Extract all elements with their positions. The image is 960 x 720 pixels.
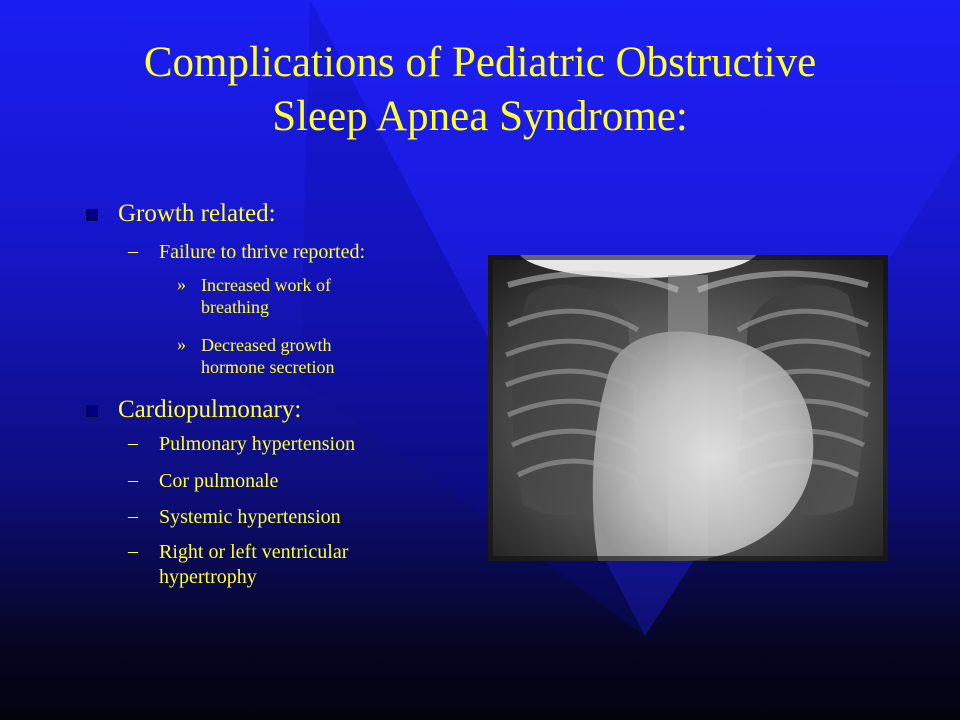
sub-sub-bullet-label <box>201 334 401 378</box>
sub-bullet-label: Systemic hypertension <box>159 506 341 528</box>
chest-xray-image <box>488 255 888 561</box>
line-1: Decreased growth <box>201 335 332 355</box>
dash-bullet: – <box>128 432 138 454</box>
raquo-bullet: » <box>177 274 186 294</box>
title-line-2: Sleep Apnea Syndrome: <box>272 93 688 140</box>
sub-bullet-label <box>159 540 348 590</box>
dash-bullet: – <box>128 240 138 262</box>
raquo-bullet: » <box>177 334 186 354</box>
line-1: Right or left ventricular <box>159 541 349 563</box>
sub-bullet-label: Pulmonary hypertension <box>159 433 356 455</box>
chest-xray-graphic <box>488 255 888 561</box>
title-line-1: Complications of Pediatric Obstructive <box>143 39 817 86</box>
line-2: hypertrophy <box>159 566 257 588</box>
line-1: Increased work of <box>201 275 331 295</box>
bullet-label: Growth related: <box>118 200 276 227</box>
dash-bullet: – <box>128 469 138 491</box>
line-2: hormone secretion <box>201 357 335 377</box>
square-bullet-icon <box>86 209 98 221</box>
dash-bullet: – <box>128 540 138 562</box>
square-bullet-icon <box>86 405 98 417</box>
sub-bullet-label: Cor pulmonale <box>159 470 279 492</box>
line-2: breathing <box>201 297 269 317</box>
sub-bullet-label: Failure to thrive reported: <box>159 241 366 263</box>
bullet-label: Cardiopulmonary: <box>118 396 302 423</box>
dash-bullet: – <box>128 505 138 527</box>
sub-sub-bullet-label <box>201 274 401 318</box>
